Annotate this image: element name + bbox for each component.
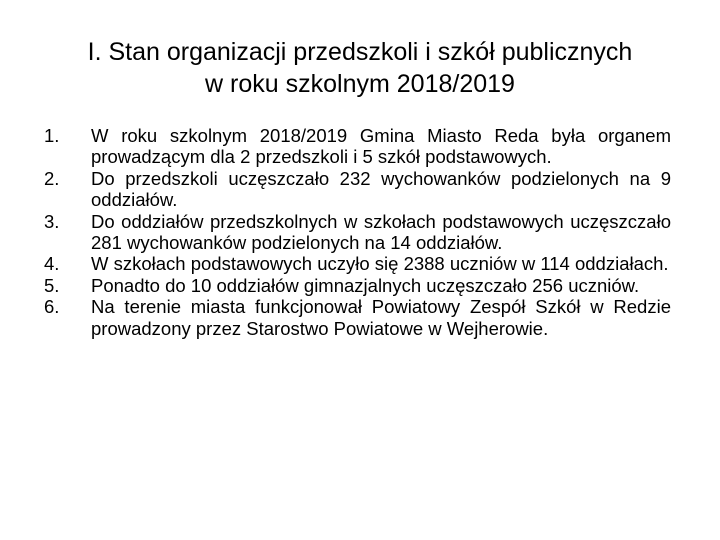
list-item-text: W roku szkolnym 2018/2019 Gmina Miasto Reda była organem prowadzącym dla 2 przedszkoli i 5 szkół podstawowych. (91, 125, 671, 168)
list-item-text: Do oddziałów przedszkolnych w szkołach podstawowych uczęszczało 281 wychowanków podzielonych na 14 oddziałów. (91, 210, 671, 254)
list-item (0, 211, 671, 254)
list-item-number: 1. (44, 125, 60, 146)
list-item (0, 275, 671, 296)
list-item-number: 5. (44, 274, 60, 296)
title-line-1: I. Stan organizacji przedszkoli i szkół publicznych (87, 38, 633, 66)
list-item-text: W szkołach podstawowych uczyło się 2388 uczniów w 114 oddziałach. (91, 253, 669, 275)
list-item (0, 168, 671, 211)
list-item (0, 296, 671, 339)
list-item-number: 3. (44, 210, 60, 232)
list-item (0, 125, 671, 168)
list-item-text: Do przedszkoli uczęszczało 232 wychowanków podzielonych na 9 oddziałów. (91, 167, 671, 211)
list-item-number: 2. (44, 167, 60, 189)
list-item (0, 253, 671, 274)
list-item-text: Na terenie miasta funkcjonował Powiatowy Zespół Szkół w Redzie prowadzony przez Starostwo Powiatowe w Wejherowie. (91, 296, 671, 339)
numbered-list (0, 125, 720, 339)
list-item-text: Ponadto do 10 oddziałów gimnazjalnych uczęszczało 256 uczniów. (91, 274, 640, 296)
slide-title (30, 36, 690, 100)
list-item-number: 4. (44, 253, 60, 275)
list-item-number: 6. (44, 296, 60, 318)
title-line-2: w roku szkolnym 2018/2019 (205, 70, 515, 98)
